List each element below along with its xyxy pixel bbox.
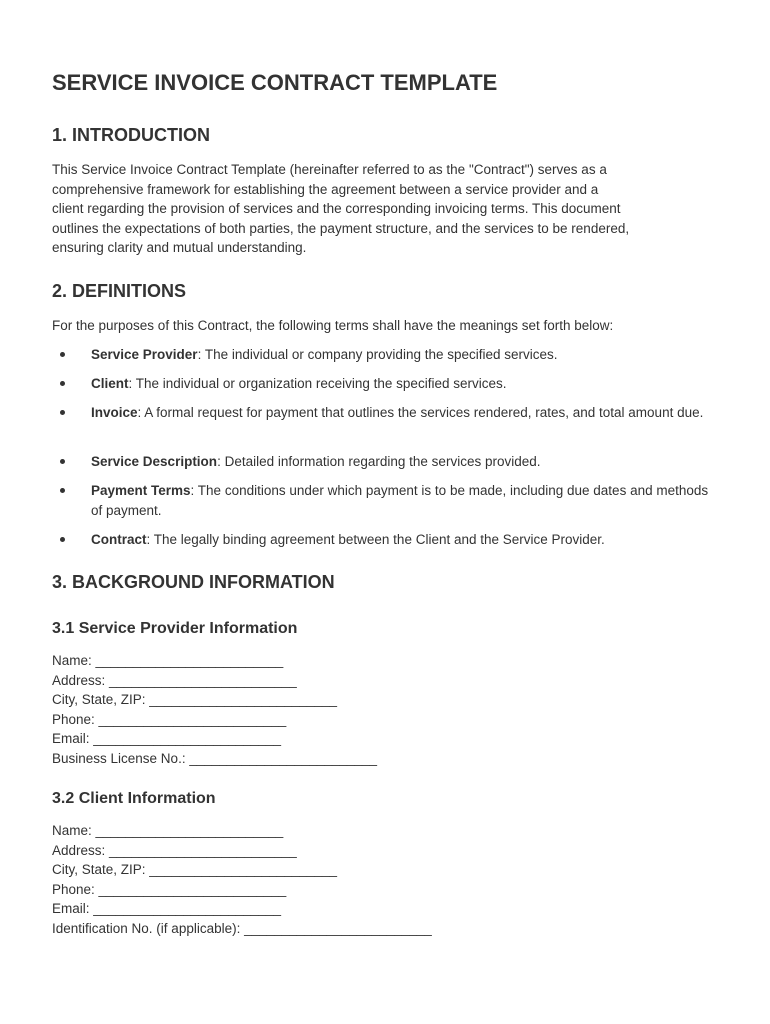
definition-term: Service Provider bbox=[91, 347, 198, 362]
client-name-field[interactable]: Name: _________________________ bbox=[52, 823, 284, 838]
definition-text: : The individual or company providing the specified services. bbox=[197, 347, 558, 362]
definition-text: : The conditions under which payment is to be made, including due dates and methods of payment. bbox=[91, 483, 709, 518]
definition-text: : Detailed information regarding the services provided. bbox=[217, 454, 541, 469]
document-title: SERVICE INVOICE CONTRACT TEMPLATE bbox=[52, 70, 498, 95]
background-heading: 3. BACKGROUND INFORMATION bbox=[52, 572, 335, 592]
definition-term: Payment Terms bbox=[91, 483, 191, 498]
provider-info-heading: 3.1 Service Provider Information bbox=[52, 620, 298, 637]
introduction-line: outlines the expectations of both parties, the payment structure, and the services to be rendered, bbox=[52, 220, 630, 236]
definition-text: : The individual or organization receiving the specified services. bbox=[128, 376, 507, 391]
definitions-heading: 2. DEFINITIONS bbox=[52, 281, 187, 301]
introduction-line: comprehensive framework for establishing the agreement between a service provider and a bbox=[52, 181, 599, 197]
client-email-field[interactable]: Email: _________________________ bbox=[52, 901, 281, 916]
definition-term: Service Description bbox=[91, 454, 218, 469]
definition-term: Invoice bbox=[91, 405, 138, 420]
provider-city-state-zip-field[interactable]: City, State, ZIP: _________________________ bbox=[52, 692, 337, 707]
bullet-icon bbox=[60, 410, 65, 415]
introduction-line: ensuring clarity and mutual understanding. bbox=[52, 240, 307, 255]
bullet-icon bbox=[60, 459, 65, 464]
bullet-icon bbox=[60, 488, 65, 493]
definition-text: : A formal request for payment that outlines the services rendered, rates, and total amount due. bbox=[137, 405, 704, 420]
introduction-line: This Service Invoice Contract Template (hereinafter referred to as the "Contract") serves as a bbox=[52, 162, 607, 177]
provider-business-license-field[interactable]: Business License No.: _________________________ bbox=[52, 750, 378, 766]
provider-email-field[interactable]: Email: _________________________ bbox=[52, 731, 281, 746]
client-city-state-zip-field[interactable]: City, State, ZIP: _________________________ bbox=[52, 862, 337, 877]
definitions-intro: For the purposes of this Contract, the following terms shall have the meanings set forth below: bbox=[52, 318, 614, 333]
provider-address-field[interactable]: Address: _________________________ bbox=[52, 672, 297, 688]
client-identification-field[interactable]: Identification No. (if applicable): _________________________ bbox=[52, 920, 432, 936]
definition-text: : The legally binding agreement between the Client and the Service Provider. bbox=[146, 532, 605, 547]
provider-phone-field[interactable]: Phone: _________________________ bbox=[52, 711, 287, 727]
bullet-icon bbox=[60, 537, 65, 542]
client-info-heading: 3.2 Client Information bbox=[52, 790, 216, 807]
definition-term: Client bbox=[91, 376, 129, 391]
definition-term: Contract bbox=[91, 532, 147, 547]
introduction-line: client regarding the provision of services and the corresponding invoicing terms. This document bbox=[52, 201, 621, 216]
bullet-icon bbox=[60, 352, 65, 357]
provider-name-field[interactable]: Name: _________________________ bbox=[52, 653, 284, 668]
introduction-heading: 1. INTRODUCTION bbox=[52, 125, 211, 145]
bullet-icon bbox=[60, 381, 65, 386]
client-phone-field[interactable]: Phone: _________________________ bbox=[52, 881, 287, 897]
client-address-field[interactable]: Address: _________________________ bbox=[52, 842, 297, 858]
